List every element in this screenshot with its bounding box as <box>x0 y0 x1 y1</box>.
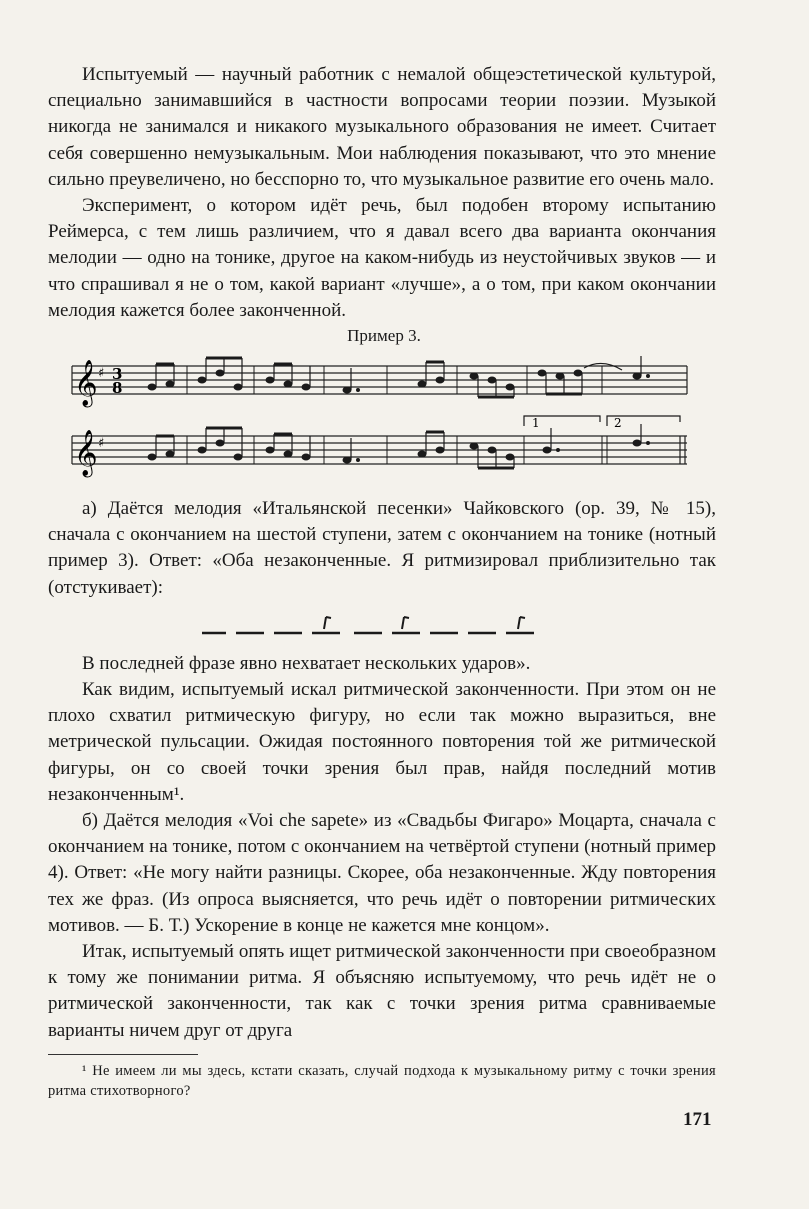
paragraph-7: Итак, испытуемый опять ищет ритмической законченности при своеобразном к тому же понимании ритма. Я объясняю испытуемому, что речь идёт не о ритмической законченности, так как с точки зрения ритма сравниваемые варианты ничем друг от друга <box>48 941 716 1041</box>
footnote-divider <box>48 1054 198 1055</box>
staff-2-notes <box>148 424 650 468</box>
rhythm-pattern <box>198 609 558 639</box>
example-title: Пример 3. <box>347 326 421 346</box>
treble-clef-icon-2: 𝄞 <box>74 430 98 477</box>
volta-1-label: 1 <box>532 416 540 431</box>
paragraph-2: Эксперимент, о котором идёт речь, был подобен второму испытанию Реймерса, с тем лишь различием, что я давал всего два варианта окончания мелодии — одно на тонике, другое на каком-нибудь из неустойчивых звуков — и что спрашивал я не о том, какой вариант «лучше», а о том, при каком окончании мелодия кажется более законченной. <box>48 195 716 321</box>
music-score <box>62 352 692 482</box>
volta-2-label: 2 <box>614 416 622 431</box>
staff-1-notes <box>148 356 650 397</box>
staff-2 <box>72 436 687 464</box>
page-body <box>48 62 716 1101</box>
paragraph-1: Испытуемый — научный работник с немалой общеэстетической культурой, специально занимавшийся в частности вопросами теории поэзии. Музыкой никогда не занимался и никакого музыкального образования не имеет. Считает себя совершенно немузыкальным. Мои наблюдения показывают, что это мнение сильно преувеличено, но бесспорно то, что музыкальное развитие его очень мало. <box>48 64 716 190</box>
time-sig-bottom: 8 <box>112 379 123 398</box>
accent-marks <box>324 617 525 629</box>
key-sharp-icon-2: ♯ <box>98 436 105 452</box>
page-number: 171 <box>683 1109 712 1130</box>
paragraph-5: Как видим, испытуемый искал ритмической законченности. При этом он не плохо схватил ритмическую фигуру, но если так можно выразиться, вне метрической пульсации. Ожидая постоянного повторения той же ритмической фигуры, он со своей точки зрения был прав, найдя последний мотив незаконченным¹. <box>48 679 716 805</box>
paragraph-3: а) Даётся мелодия «Итальянской песенки» Чайковского (ор. 39, № 15), сначала с окончанием на шестой ступени, затем с окончанием на тонике (нотный пример 3). Ответ: «Оба незаконченные. Я ритмизировал приблизительно так (отстукивает): <box>48 498 716 598</box>
footnote: ¹ Не имеем ли мы здесь, кстати сказать, случай подхода к музыкальному ритму с точки зрения ритма стихотворного? <box>48 1062 716 1099</box>
treble-clef-icon: 𝄞 <box>74 360 98 407</box>
volta-brackets <box>524 416 680 426</box>
paragraph-6: б) Даётся мелодия «Voi che sapete» из «Свадьбы Фигаро» Моцарта, сначала с окончанием на тонике, потом с окончанием на четвёртой ступени (нотный пример 4). Ответ: «Не могу найти разницы. Скорее, оба незаконченные. Жду повторения тех же фраз. (Из опроса выясняется, что речь идёт о повторении ритмических мотивов. — Б. Т.) Ускорение в конце не кажется мне концом». <box>48 810 716 936</box>
paragraph-4: В последней фразе явно нехватает нескольких ударов». <box>82 652 531 674</box>
time-sig-top: 3 <box>112 365 123 384</box>
key-sharp-icon: ♯ <box>98 366 105 382</box>
staff-1 <box>72 366 687 394</box>
